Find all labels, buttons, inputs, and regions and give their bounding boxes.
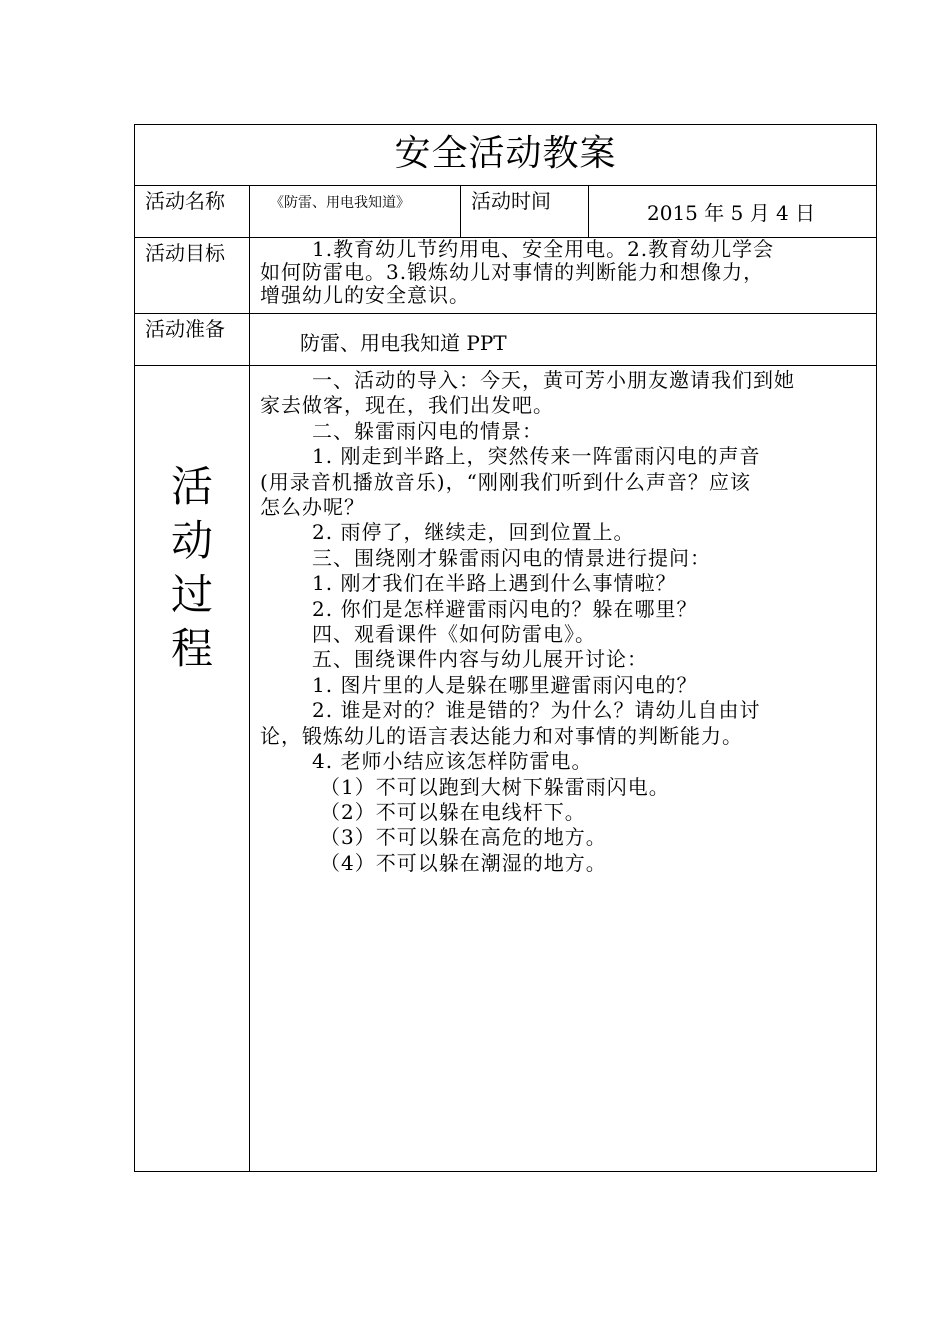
process-line: 二、躲雷雨闪电的情景： <box>312 418 543 443</box>
activity-name-value: 《防雷、用电我知道》 <box>270 195 410 211</box>
goal-line: 增强幼儿的安全意识。 <box>260 283 470 307</box>
process-line: 4. 老师小结应该怎样防雷电。 <box>312 749 593 774</box>
process-line: 三、围绕刚才躲雷雨闪电的情景进行提问： <box>312 545 711 570</box>
process-line: 2. 谁是对的？谁是错的？为什么？请幼儿自由讨 <box>312 698 761 723</box>
process-line: 1. 刚才我们在半路上遇到什么事情啦？ <box>312 571 677 596</box>
row-divider <box>135 365 876 366</box>
activity-prep-value: 防雷、用电我知道 PPT <box>300 331 507 355</box>
activity-name-label: 活动名称 <box>145 189 225 213</box>
process-line: 1. 刚走到半路上，突然传来一阵雷雨闪电的声音 <box>312 444 761 469</box>
page-title: 安全活动教案 <box>394 133 617 174</box>
process-line: 四、观看课件《如何防雷电》。 <box>312 622 596 647</box>
activity-goal-label: 活动目标 <box>145 241 225 265</box>
activity-goal-text <box>250 238 876 313</box>
process-line: 一、活动的导入：今天，黄可芳小朋友邀请我们到她 <box>312 368 795 392</box>
activity-prep-label: 活动准备 <box>145 317 225 341</box>
activity-time-value: 2015 年 5 月 4 日 <box>647 201 816 225</box>
goal-line: 1.教育幼儿节约用电、安全用电。2.教育幼儿学会 <box>312 237 775 261</box>
process-line: 1. 图片里的人是躲在哪里避雷雨闪电的？ <box>312 672 698 697</box>
process-line: 2. 雨停了，继续走，回到位置上。 <box>312 520 635 545</box>
activity-time-label: 活动时间 <box>471 189 551 213</box>
process-label-char: 活 <box>170 462 213 511</box>
process-line: （4）不可以躲在潮湿的地方。 <box>320 850 607 875</box>
process-line: 怎么办呢？ <box>260 495 365 520</box>
process-label-char: 动 <box>170 516 213 565</box>
process-line: （3）不可以躲在高危的地方。 <box>320 825 607 850</box>
process-line: 五、围绕课件内容与幼儿展开讨论： <box>312 647 648 672</box>
goal-line: 如何防雷电。3.锻炼幼儿对事情的判断能力和想像力， <box>260 260 765 284</box>
process-label-char: 程 <box>170 624 213 673</box>
process-line: （2）不可以躲在电线杆下。 <box>320 799 586 824</box>
activity-process-label <box>135 460 249 676</box>
process-line: （1）不可以跑到大树下躲雷雨闪电。 <box>320 774 670 799</box>
process-label-char: 过 <box>170 570 213 619</box>
lesson-plan-table <box>134 124 877 1172</box>
activity-process-text <box>250 368 876 876</box>
process-line: 2. 你们是怎样避雷雨闪电的？躲在哪里？ <box>312 596 698 621</box>
process-line: (用录音机播放音乐)，“刚刚我们听到什么声音？应该 <box>260 469 751 494</box>
process-line: 论，锻炼幼儿的语言表达能力和对事情的判断能力。 <box>260 723 743 748</box>
process-line: 家去做客，现在，我们出发吧。 <box>260 393 554 418</box>
